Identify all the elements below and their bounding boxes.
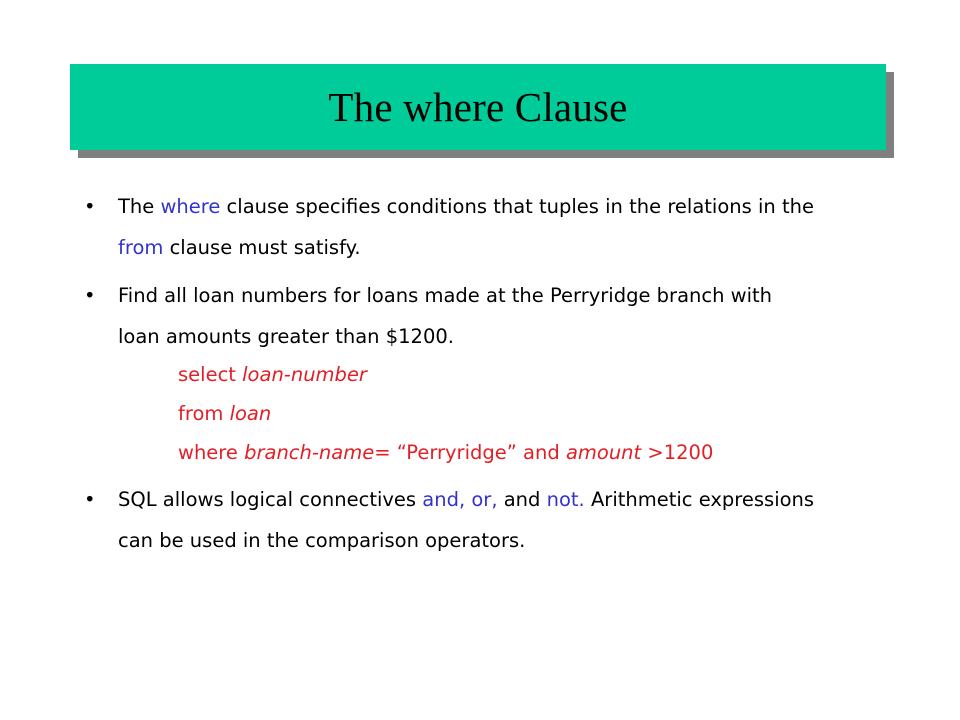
sql-keyword: select <box>178 363 243 386</box>
text-segment: SQL allows logical connectives <box>118 488 423 511</box>
text-segment: The <box>118 195 161 218</box>
sql-attribute: branch-name <box>244 441 375 464</box>
keyword-not: not. <box>546 488 585 511</box>
sql-where-line <box>118 433 884 472</box>
bullet-text-line: loan amounts greater than $1200. <box>118 325 454 348</box>
slide-title: The where Clause <box>328 84 628 130</box>
text-segment: Arithmetic expressions <box>584 488 815 511</box>
keyword-and-or: and, or, <box>422 488 498 511</box>
sql-relation: loan <box>229 402 272 425</box>
sql-keyword: from <box>178 402 230 425</box>
bullet-example-query <box>84 275 884 472</box>
bullet-dot: • <box>84 195 96 218</box>
keyword-from: from <box>118 236 164 259</box>
text-segment: and <box>497 488 547 511</box>
bullet-text-line: can be used in the comparison operators. <box>118 529 526 552</box>
bullet-dot: • <box>84 284 96 307</box>
sql-attribute: amount <box>565 441 642 464</box>
sql-condition: = “Perryridge” and <box>374 441 566 464</box>
sql-select-line <box>118 355 884 394</box>
sql-query <box>118 355 884 472</box>
sql-attribute: loan-number <box>242 363 367 386</box>
text-segment: clause must satisfy. <box>163 236 361 259</box>
slide-body <box>84 186 884 568</box>
bullet-logical-connectives <box>84 479 884 561</box>
bullet-dot: • <box>84 488 96 511</box>
sql-keyword: where <box>178 441 245 464</box>
sql-from-line <box>118 394 884 433</box>
bullet-text-line <box>118 186 884 227</box>
bullet-text-line <box>118 227 884 268</box>
text-segment: clause specifies conditions that tuples in the relations in the <box>220 195 814 218</box>
bullet-text-line <box>118 479 884 520</box>
title-banner <box>70 64 886 150</box>
bullet-text-line: Find all loan numbers for loans made at the Perryridge branch with <box>118 284 773 307</box>
sql-condition: >1200 <box>641 441 714 464</box>
keyword-where: where <box>160 195 221 218</box>
bullet-where-clause <box>84 186 884 268</box>
